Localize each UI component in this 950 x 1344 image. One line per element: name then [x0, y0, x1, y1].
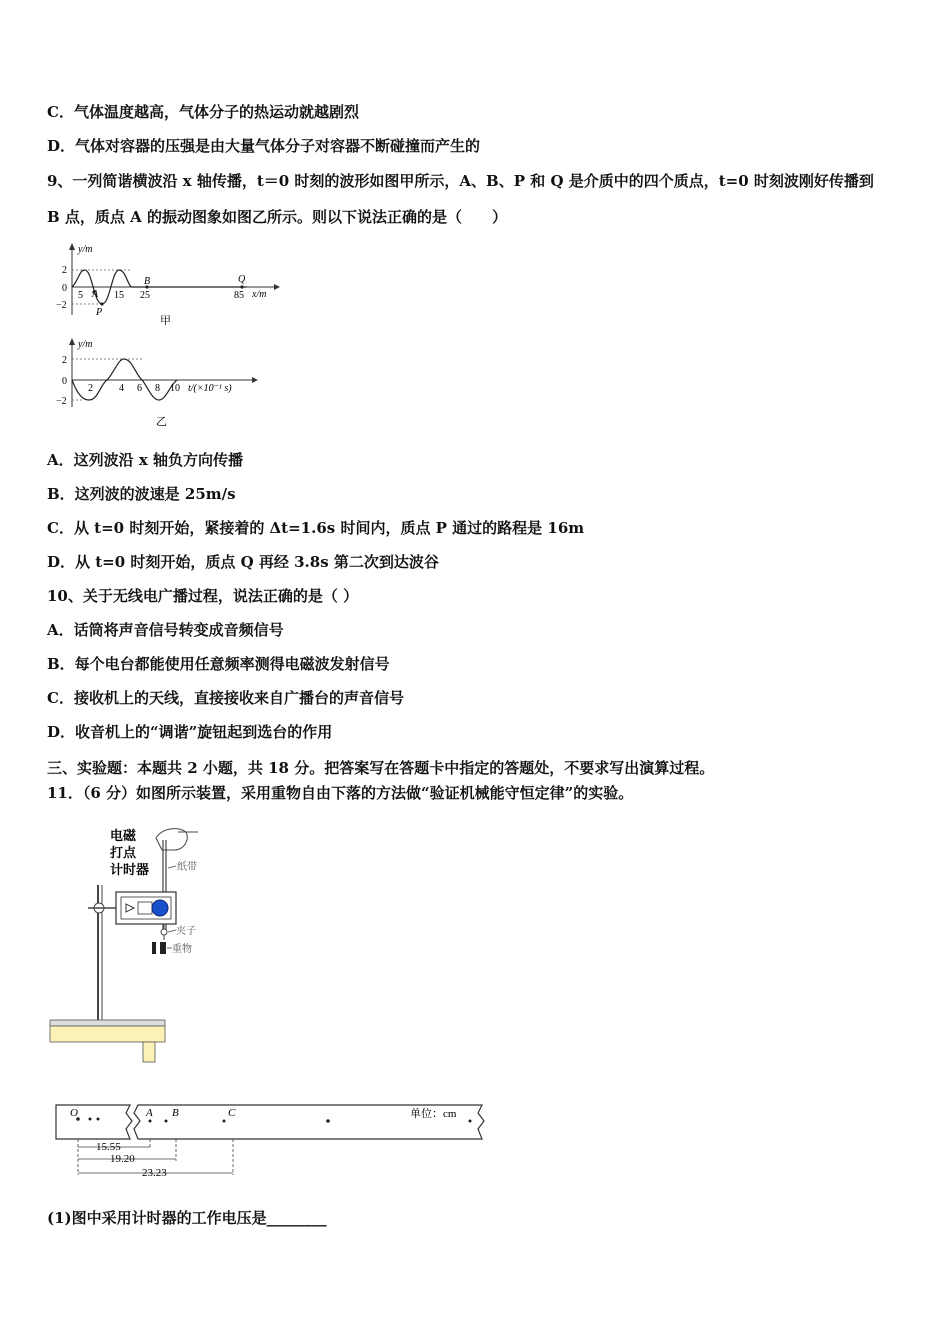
weight-label: 重物 — [172, 944, 192, 955]
jia-point-b: B — [144, 276, 151, 287]
q10-option-d: D．收音机上的“调谐”旋钮起到选台的作用 — [47, 723, 333, 741]
q11-sub1: (1)图中采用计时器的工作电压是________ — [47, 1209, 327, 1227]
yi-x-tick-4: 4 — [119, 383, 124, 394]
clip-label: 夹子 — [176, 926, 196, 937]
jia-y-label: y/m — [78, 244, 93, 255]
tape-distance-ob: 19.20 — [110, 1153, 135, 1165]
apparatus-label-line3: 计时器 — [110, 862, 150, 877]
yi-x-tick-2: 2 — [88, 383, 93, 394]
tape-distance-oc: 23.23 — [142, 1167, 167, 1179]
q9-stem-line1: 9、一列简谐横波沿 x 轴传播，t＝0 时刻的波形如图甲所示，A、B、P 和 Q 是介质中的四个质点，t=0 时刻波刚好传播到 — [47, 172, 874, 190]
jia-y-tick-neg2: −2 — [56, 300, 67, 311]
q9-option-b: B．这列波的波速是 25m/s — [47, 485, 236, 503]
q9-option-d: D．从 t=0 时刻开始，质点 Q 再经 3.8s 第二次到达波谷 — [47, 553, 439, 571]
tape-point-o: O — [70, 1107, 78, 1119]
q9-option-a: A．这列波沿 x 轴负方向传播 — [47, 451, 244, 469]
yi-y-tick-0: 0 — [62, 376, 67, 387]
jia-x-tick-85: 85 — [234, 290, 244, 301]
jia-y-tick-2: 2 — [62, 265, 67, 276]
yi-caption: 乙 — [156, 416, 167, 428]
tape-point-a: A — [146, 1107, 153, 1119]
q8-option-d: D．气体对容器的压强是由大量气体分子对容器不断碰撞而产生的 — [47, 137, 481, 155]
q9-option-c: C．从 t=0 时刻开始，紧接着的 Δt=1.6s 时间内，质点 P 通过的路程是 16m — [47, 519, 585, 537]
yi-x-label: t/(×10⁻¹ s) — [188, 383, 232, 394]
jia-point-a: A — [92, 289, 99, 300]
jia-x-tick-25: 25 — [140, 290, 150, 301]
jia-point-q: Q — [238, 274, 246, 285]
q10-option-c: C．接收机上的天线，直接接收来自广播台的声音信号 — [47, 689, 404, 707]
yi-x-tick-8: 8 — [155, 383, 160, 394]
jia-y-tick-0: 0 — [62, 283, 67, 294]
paper-tape-figure — [50, 1095, 490, 1185]
tape-point-b: B — [172, 1107, 179, 1119]
tape-distance-oa: 15.55 — [96, 1141, 121, 1153]
q10-stem: 10、关于无线电广播过程，说法正确的是（ ） — [47, 587, 359, 605]
tape-unit: 单位：cm — [410, 1108, 457, 1120]
apparatus-label-line1: 电磁 — [110, 828, 137, 843]
section3-heading: 三、实验题：本题共 2 小题，共 18 分。把答案写在答题卡中指定的答题处，不要求写出演算过程。 — [47, 759, 715, 777]
jia-x-tick-5: 5 — [78, 290, 83, 301]
apparatus-figure — [48, 820, 238, 1070]
yi-y-tick-neg2: −2 — [56, 396, 67, 407]
q8-option-c: C．气体温度越高，气体分子的热运动就越剧烈 — [47, 103, 359, 121]
apparatus-label-line2: 打点 — [110, 845, 137, 860]
vibration-graph-yi — [52, 335, 272, 430]
wave-graph-jia — [52, 240, 282, 330]
jia-x-tick-15: 15 — [114, 290, 124, 301]
q9-stem-line2: B 点，质点 A 的振动图象如图乙所示。则以下说法正确的是（ ） — [47, 208, 507, 226]
jia-caption: 甲 — [160, 315, 171, 327]
yi-y-label: y/m — [78, 339, 93, 350]
yi-x-tick-6: 6 — [137, 383, 142, 394]
q10-option-a: A．话筒将声音信号转变成音频信号 — [47, 621, 284, 639]
tape-point-c: C — [228, 1107, 236, 1119]
jia-point-p: P — [96, 307, 103, 318]
tape-label: 纸带 — [177, 862, 197, 873]
jia-x-label: x/m — [252, 289, 267, 300]
yi-x-tick-10: 10 — [170, 383, 180, 394]
yi-y-tick-2: 2 — [62, 355, 67, 366]
q11-stem: 11．（6 分）如图所示装置，采用重物自由下落的方法做“验证机械能守恒定律”的实验。 — [47, 784, 634, 802]
q10-option-b: B．每个电台都能使用任意频率测得电磁波发射信号 — [47, 655, 390, 673]
